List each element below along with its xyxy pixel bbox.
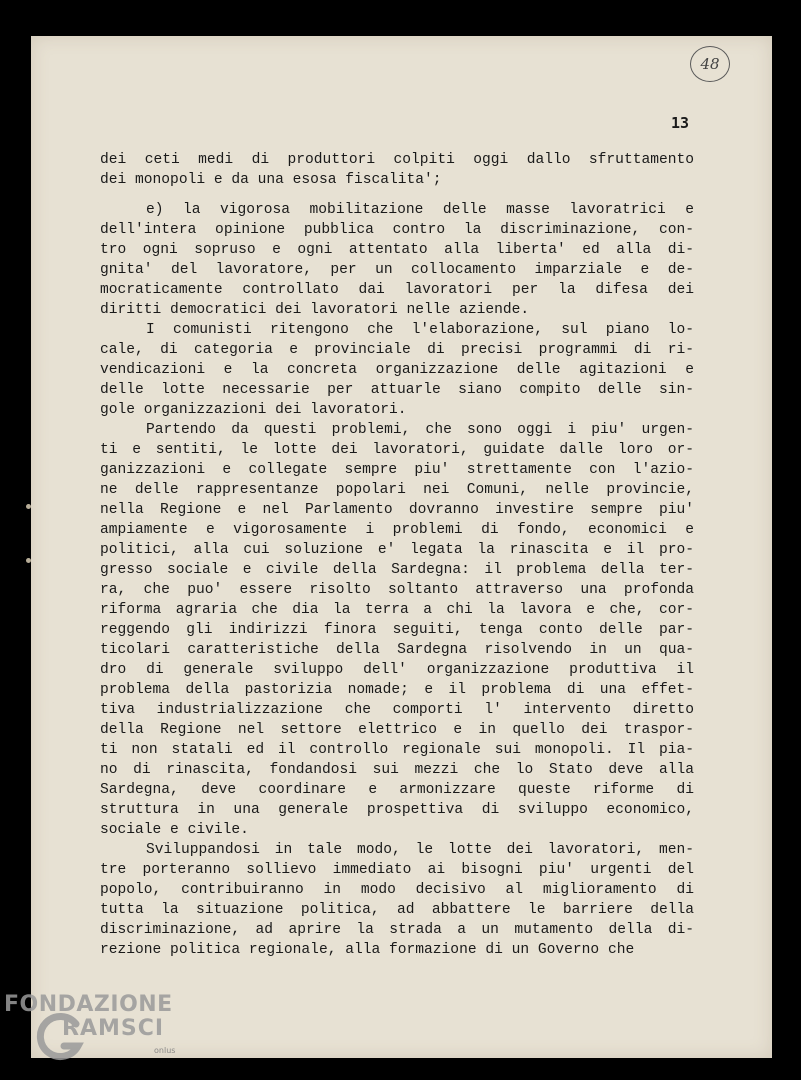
text-line: I comunisti ritengono che l'elaborazione, sul piano lo- — [146, 322, 694, 338]
watermark-logo — [4, 992, 209, 1076]
text-line: Sardegna, deve coordinare e armonizzare queste riforme di — [100, 782, 694, 798]
text-line: tro ogni sopruso e ogni attentato alla liberta' ed alla di- — [100, 242, 694, 258]
text-line: tre porteranno sollievo immediato ai bisogni piu' urgenti del — [100, 862, 694, 878]
text-line: Partendo da questi problemi, che sono oggi i piu' urgen- — [146, 422, 694, 438]
text-line: ti non statali ed il controllo regionale sui monopoli. Il pia- — [100, 742, 694, 758]
text-line: cale, di categoria e provinciale di precisi programmi di ri- — [100, 342, 694, 358]
text-line: diritti democratici dei lavoratori nelle aziende. — [100, 302, 530, 318]
margin-mark — [26, 504, 31, 509]
text-line: ganizzazioni e collegate sempre piu' strettamente con l'azio- — [100, 462, 694, 478]
watermark-line3: onlus — [154, 1046, 176, 1055]
text-line: ra, che puo' essere risolto soltanto attraverso una profonda — [100, 582, 694, 598]
text-line: ampiamente e vigorosamente i problemi di fondo, economici e — [100, 522, 694, 538]
text-line: problema della pastorizia nomade; e il problema di una effet- — [100, 682, 694, 698]
text-line: politici, alla cui soluzione e' legata la rinascita e il pro- — [100, 542, 694, 558]
text-line: dei monopoli e da una esosa fiscalita'; — [100, 172, 442, 188]
text-line: sociale e civile. — [100, 822, 249, 838]
text-line: no di rinascita, fondandosi sui mezzi che lo Stato deve alla — [100, 762, 694, 778]
page-number: 13 — [671, 114, 690, 132]
text-line: della Regione nel settore elettrico e in quello dei traspor- — [100, 722, 694, 738]
text-line: discriminazione, ad aprire la strada a un mutamento della di- — [100, 922, 694, 938]
text-line: reggendo gli indirizzi finora seguiti, tenga conto delle par- — [100, 622, 694, 638]
watermark-line2: RAMSCI — [62, 1016, 165, 1041]
text-line: ne delle rappresentanze popolari nei Comuni, nelle provincie, — [100, 482, 694, 498]
text-line: tiva industrializzazione che comporti l' intervento diretto — [100, 702, 694, 718]
text-line: gresso sociale e civile della Sardegna: il problema della ter- — [100, 562, 694, 578]
text-line: dei ceti medi di produttori colpiti oggi dallo sfruttamento — [100, 152, 694, 168]
text-line: struttura in una generale prospettiva di sviluppo economico, — [100, 802, 694, 818]
text-line: delle lotte necessarie per attuarle siano compito delle sin- — [100, 382, 694, 398]
text-line: vendicazioni e la concreta organizzazione delle agitazioni e — [100, 362, 694, 378]
text-line: ti e sentiti, le lotte dei lavoratori, guidate dalle loro or- — [100, 442, 694, 458]
text-line: rezione politica regionale, alla formazione di un Governo che — [100, 942, 635, 958]
text-line: ticolari caratteristiche della Sardegna risolvendo in un qua- — [100, 642, 694, 658]
text-line: riforma agraria che dia la terra a chi la lavora e che, cor- — [100, 602, 694, 618]
paragraph-gap — [100, 190, 694, 200]
text-line: popolo, contribuiranno in modo decisivo al miglioramento di — [100, 882, 694, 898]
paper-page — [31, 36, 772, 1058]
text-line: tutta la situazione politica, ad abbattere le barriere della — [100, 902, 694, 918]
watermark-line1: FONDAZIONE — [4, 992, 173, 1017]
body-text — [100, 150, 694, 960]
text-line: gnita' del lavoratore, per un collocamento imparziale e de- — [100, 262, 694, 278]
archive-number-circle: 48 — [690, 46, 730, 82]
text-line: gole organizzazioni dei lavoratori. — [100, 402, 407, 418]
text-line: dell'intera opinione pubblica contro la discriminazione, con- — [100, 222, 694, 238]
text-line: e) la vigorosa mobilitazione delle masse lavoratrici e — [146, 202, 694, 218]
text-line: nella Regione e nel Parlamento dovranno investire sempre piu' — [100, 502, 694, 518]
text-line: mocraticamente controllato dai lavoratori per la difesa dei — [100, 282, 694, 298]
text-line: dro di generale sviluppo dell' organizzazione produttiva il — [100, 662, 694, 678]
text-line: Sviluppandosi in tale modo, le lotte dei lavoratori, men- — [146, 842, 694, 858]
margin-mark — [26, 558, 31, 563]
